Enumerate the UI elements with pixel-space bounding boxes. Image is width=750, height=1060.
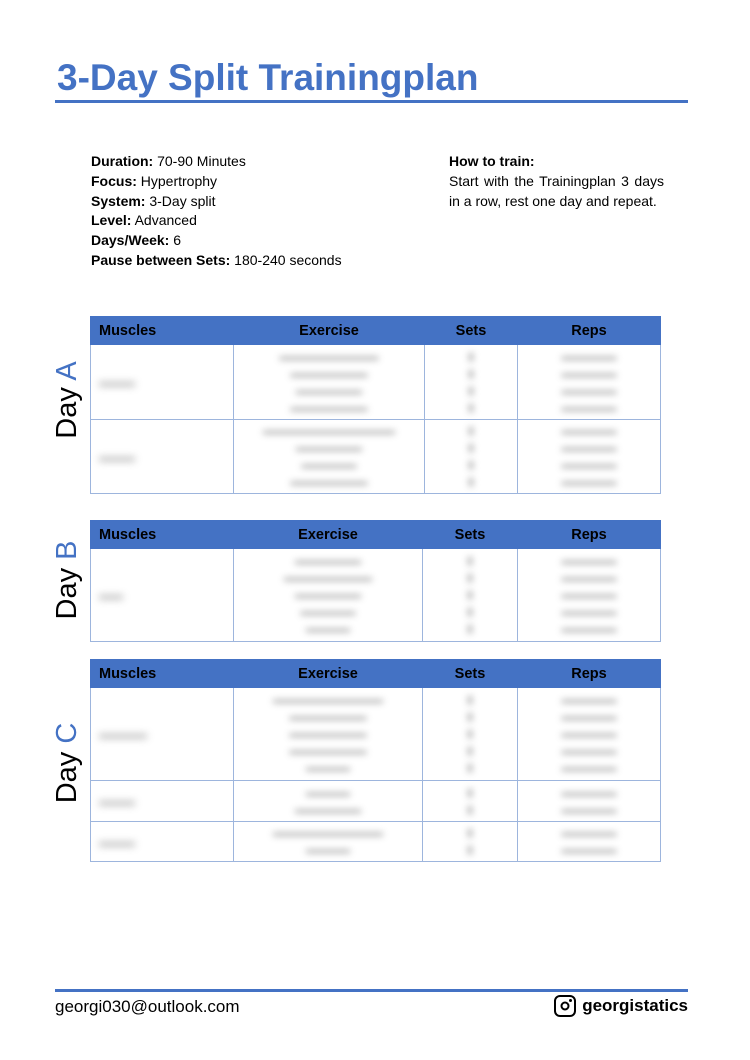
- social-handle: [554, 995, 688, 1017]
- blurred-cell: ▬▬▬▬▬▬▬▬▬▬▬▬ ▬▬▬▬▬▬ ▬▬▬▬▬ ▬▬▬▬▬▬▬: [234, 420, 425, 494]
- col-muscles: Muscles: [91, 660, 234, 688]
- blurred-cell: ▬▬: [91, 549, 234, 642]
- blurred-cell: ▬▬▬: [91, 345, 234, 420]
- blurred-cell: ▮ ▮: [423, 781, 518, 822]
- day-a-table: [90, 316, 661, 494]
- blurred-cell: ▬▬▬: [91, 781, 234, 822]
- blurred-cell: ▮ ▮ ▮ ▮: [425, 345, 518, 420]
- day-a-label: Day A: [51, 361, 83, 439]
- how-to-train: [449, 152, 664, 211]
- info-focus: Focus: Hypertrophy: [91, 172, 218, 189]
- table-row: [91, 549, 661, 642]
- col-exercise: Exercise: [234, 317, 425, 345]
- blurred-cell: ▬▬▬▬▬▬▬▬▬▬ ▬▬▬▬▬▬▬ ▬▬▬▬▬▬▬ ▬▬▬▬▬▬▬ ▬▬▬▬: [234, 688, 423, 781]
- instagram-icon: [554, 995, 576, 1017]
- day-c-label: Day C: [51, 722, 83, 804]
- day-c-table: [90, 659, 661, 862]
- col-muscles: Muscles: [91, 521, 234, 549]
- plan-info: [91, 152, 342, 271]
- day-b-table: [90, 520, 661, 642]
- blurred-cell: ▮ ▮ ▮ ▮ ▮: [423, 549, 518, 642]
- blurred-cell: ▬▬▬▬▬ ▬▬▬▬▬: [518, 781, 661, 822]
- contact-email: georgi030@outlook.com: [55, 997, 240, 1016]
- col-reps: Reps: [518, 660, 661, 688]
- how-to-text: Start with the Trainingplan 3 days in a row, rest one day and repeat.: [449, 172, 664, 209]
- blurred-cell: ▬▬▬▬: [91, 688, 234, 781]
- blurred-cell: ▬▬▬▬▬▬ ▬▬▬▬▬▬▬▬ ▬▬▬▬▬▬ ▬▬▬▬▬ ▬▬▬▬: [234, 549, 423, 642]
- blurred-cell: ▬▬▬▬▬ ▬▬▬▬▬ ▬▬▬▬▬ ▬▬▬▬▬: [518, 420, 661, 494]
- col-exercise: Exercise: [234, 521, 423, 549]
- blurred-cell: ▮ ▮ ▮ ▮ ▮: [423, 688, 518, 781]
- title-divider: [55, 100, 688, 103]
- table-row: [91, 345, 661, 420]
- blurred-cell: ▬▬▬▬▬ ▬▬▬▬▬: [518, 822, 661, 862]
- col-sets: Sets: [425, 317, 518, 345]
- table-row: [91, 781, 661, 822]
- how-to-heading: How to train:: [449, 153, 535, 169]
- table-row: [91, 822, 661, 862]
- blurred-cell: ▬▬▬: [91, 822, 234, 862]
- table-header-row: [91, 660, 661, 688]
- blurred-cell: ▬▬▬▬▬▬▬▬▬ ▬▬▬▬▬▬▬ ▬▬▬▬▬▬ ▬▬▬▬▬▬▬: [234, 345, 425, 420]
- day-b-label: Day B: [51, 540, 83, 620]
- blurred-cell: ▮ ▮ ▮ ▮: [425, 420, 518, 494]
- table-row: [91, 420, 661, 494]
- col-muscles: Muscles: [91, 317, 234, 345]
- blurred-cell: ▬▬▬▬ ▬▬▬▬▬▬: [234, 781, 423, 822]
- blurred-cell: ▬▬▬▬▬ ▬▬▬▬▬ ▬▬▬▬▬ ▬▬▬▬▬ ▬▬▬▬▬: [518, 688, 661, 781]
- blurred-cell: ▬▬▬▬▬ ▬▬▬▬▬ ▬▬▬▬▬ ▬▬▬▬▬ ▬▬▬▬▬: [518, 549, 661, 642]
- info-pause: Pause between Sets: 180-240 seconds: [91, 251, 342, 268]
- footer-divider: [55, 989, 688, 992]
- col-exercise: Exercise: [234, 660, 423, 688]
- col-sets: Sets: [423, 660, 518, 688]
- blurred-cell: ▬▬▬▬▬ ▬▬▬▬▬ ▬▬▬▬▬ ▬▬▬▬▬: [518, 345, 661, 420]
- info-days-week: Days/Week: 6: [91, 232, 182, 249]
- blurred-cell: ▬▬▬▬▬▬▬▬▬▬ ▬▬▬▬: [234, 822, 423, 862]
- col-reps: Reps: [518, 521, 661, 549]
- info-system: System: 3-Day split: [91, 192, 216, 209]
- table-header-row: [91, 317, 661, 345]
- blurred-cell: ▮ ▮: [423, 822, 518, 862]
- instagram-handle: georgistatics: [582, 996, 688, 1015]
- info-duration: Duration: 70-90 Minutes: [91, 153, 246, 169]
- col-sets: Sets: [423, 521, 518, 549]
- table-header-row: [91, 521, 661, 549]
- page-title: 3-Day Split Trainingplan: [57, 57, 479, 98]
- info-level: Level: Advanced: [91, 212, 197, 229]
- blurred-cell: ▬▬▬: [91, 420, 234, 494]
- col-reps: Reps: [518, 317, 661, 345]
- table-row: [91, 688, 661, 781]
